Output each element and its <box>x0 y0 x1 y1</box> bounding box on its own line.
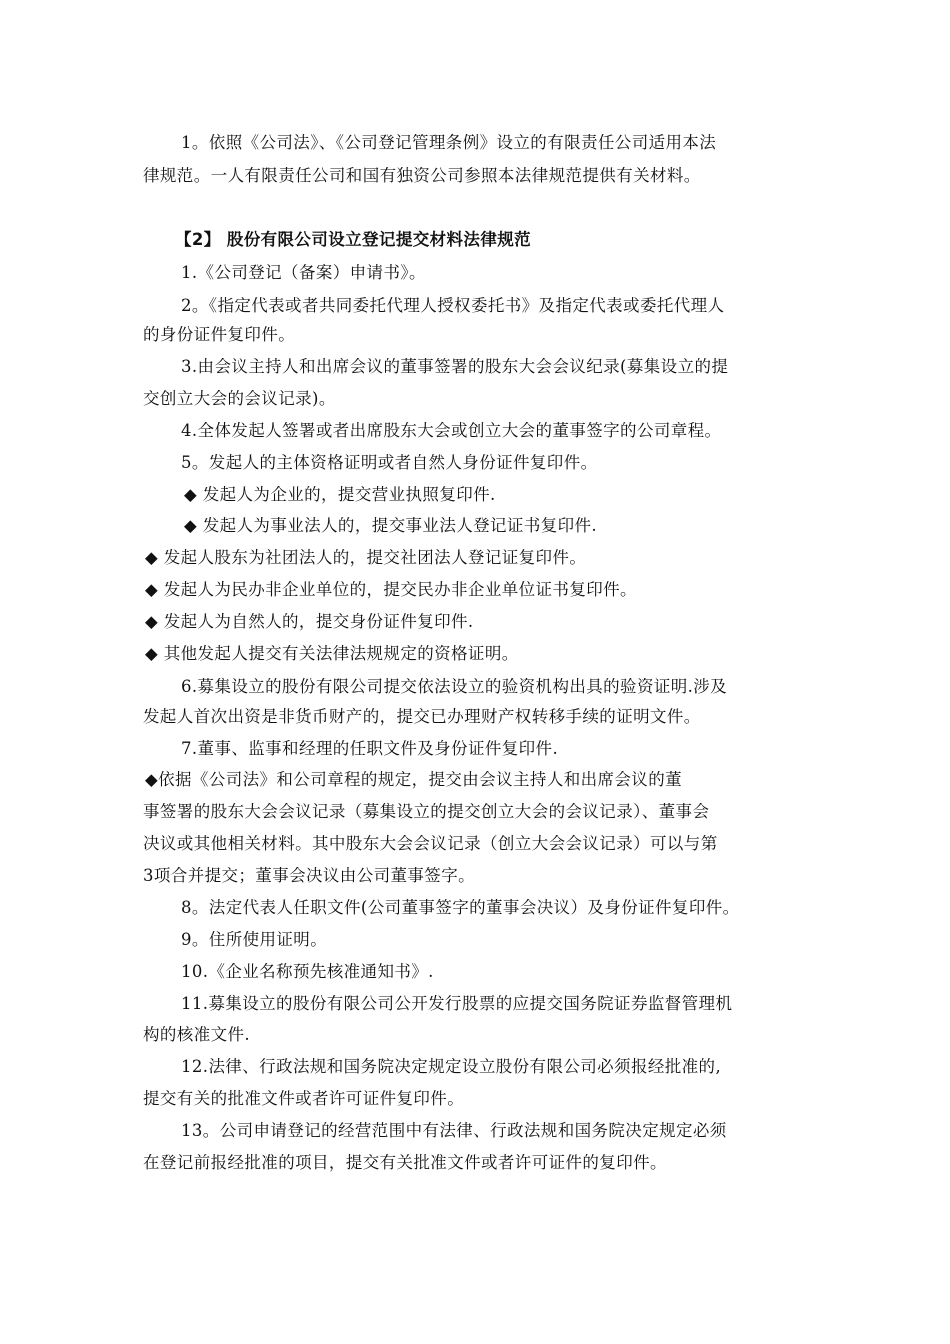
bullet-item: ◆ 发起人为民办非企业单位的，提交民办非企业单位证书复印件。 <box>145 580 637 599</box>
bullet-item: ◆ 发起人为自然人的，提交身份证件复印件. <box>145 612 474 631</box>
paragraph-line: 12.法律、行政法规和国务院决定规定设立股份有限公司必须报经批准的, <box>181 1057 722 1076</box>
paragraph-line: 发起人首次出资是非货币财产的，提交已办理财产权转移手续的证明文件。 <box>143 707 701 726</box>
bullet-item: ◆ 发起人为企业的，提交营业执照复印件. <box>184 485 496 504</box>
paragraph-line: 在登记前报经批准的项目，提交有关批准文件或者许可证件的复印件。 <box>143 1153 667 1172</box>
paragraph-line: 4.全体发起人签署或者出席股东大会或创立大会的董事签字的公司章程。 <box>181 421 722 440</box>
paragraph-line: 事签署的股东大会会议记录（募集设立的提交创立大会的会议记录）、董事会 <box>143 802 710 821</box>
paragraph-line: 交创立大会的会议记录)。 <box>143 389 336 408</box>
intro-line-1: 1。依照《公司法》、《公司登记管理条例》设立的有限责任公司适用本法 <box>181 133 717 152</box>
paragraph-line: 3.由会议主持人和出席会议的董事签署的股东大会会议纪录(募集设立的提 <box>181 357 729 376</box>
paragraph-line: 5。发起人的主体资格证明或者自然人身份证件复印件。 <box>181 453 598 472</box>
paragraph-line: 8。法定代表人任职文件(公司董事签字的董事会决议）及身份证件复印件。 <box>181 898 740 917</box>
bullet-item: ◆依据《公司法》和公司章程的规定，提交由会议主持人和出席会议的董 <box>145 770 682 789</box>
paragraph-line: 2。《指定代表或者共同委托代理人授权委托书》及指定代表或委托代理人 <box>181 296 725 315</box>
paragraph-line: 11.募集设立的股份有限公司公开发行股票的应提交国务院证券监督管理机 <box>181 994 733 1013</box>
bullet-item: ◆ 其他发起人提交有关法律法规规定的资格证明。 <box>145 644 519 663</box>
intro-line-2: 律规范。一人有限责任公司和国有独资公司参照本法律规范提供有关材料。 <box>143 166 701 185</box>
paragraph-line: 9。住所使用证明。 <box>181 930 328 949</box>
paragraph-line: 13。公司申请登记的经营范围中有法律、行政法规和国务院决定规定必须 <box>181 1121 727 1140</box>
paragraph-line: 7.董事、监事和经理的任职文件及身份证件复印件. <box>181 739 559 758</box>
section-heading: 【2】 股份有限公司设立登记提交材料法律规范 <box>175 230 532 249</box>
bullet-item: ◆ 发起人为事业法人的，提交事业法人登记证书复印件. <box>184 516 598 535</box>
paragraph-line: 的身份证件复印件。 <box>143 325 296 344</box>
paragraph-line: 1.《公司登记（备案）申请书》。 <box>181 263 426 282</box>
paragraph-line: 3项合并提交；董事会决议由公司董事签字。 <box>143 866 475 885</box>
bullet-item: ◆ 发起人股东为社团法人的，提交社团法人登记证复印件。 <box>145 548 587 567</box>
paragraph-line: 构的核准文件. <box>143 1025 251 1044</box>
paragraph-line: 提交有关的批准文件或者许可证件复印件。 <box>143 1089 465 1108</box>
paragraph-line: 决议或其他相关材料。其中股东大会会议记录（创立大会会议记录）可以与第 <box>143 834 718 853</box>
paragraph-line: 6.募集设立的股份有限公司提交依法设立的验资机构出具的验资证明.涉及 <box>181 677 728 696</box>
paragraph-line: 10.《企业名称预先核准通知书》. <box>181 962 434 981</box>
